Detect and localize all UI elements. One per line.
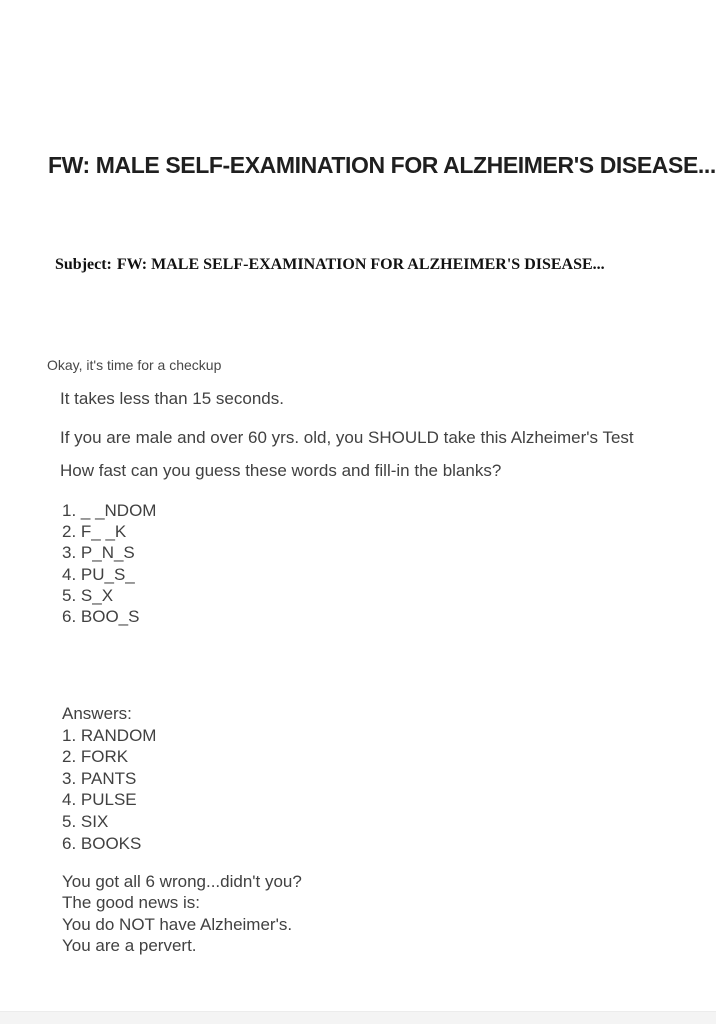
closing-line-wrong: You got all 6 wrong...didn't you?: [62, 872, 302, 891]
subject-line: [55, 256, 605, 274]
quiz-item-5: 5. S_X: [62, 585, 114, 605]
answer-item-2: 2. FORK: [62, 747, 129, 767]
quiz-list: [62, 500, 156, 627]
closing-line-no-alzheimers: You do NOT have Alzheimer's.: [62, 914, 293, 934]
quiz-item-2: 2. F_ _K: [62, 522, 127, 542]
quiz-item-4: 4. PU_S_: [62, 564, 135, 584]
answer-item-6: 6. BOOKS: [62, 833, 142, 853]
quiz-item-1: 1. _ _NDOM: [62, 501, 157, 520]
answer-item-3: 3. PANTS: [62, 768, 137, 788]
subject-label: Subject:: [55, 256, 112, 273]
paragraph-takes-seconds: It takes less than 15 seconds.: [60, 389, 284, 408]
email-title: FW: MALE SELF-EXAMINATION FOR ALZHEIMER'S DISEASE...: [48, 152, 716, 178]
answers-list: [62, 703, 156, 854]
quiz-item-6: 6. BOO_S: [62, 607, 140, 627]
closing-line-good-news: The good news is:: [62, 893, 200, 913]
intro-line: Okay, it's time for a checkup: [47, 357, 222, 373]
subject-text: FW: MALE SELF-EXAMINATION FOR ALZHEIMER'S DISEASE...: [116, 256, 605, 273]
quiz-item-3: 3. P_N_S: [62, 543, 135, 563]
answer-item-5: 5. SIX: [62, 811, 109, 831]
closing-line-pervert: You are a pervert.: [62, 935, 197, 955]
bottom-bar: [0, 1011, 716, 1024]
answers-label: Answers:: [62, 704, 132, 723]
closing-lines: [62, 871, 302, 956]
answer-item-4: 4. PULSE: [62, 790, 137, 810]
answer-item-1: 1. RANDOM: [62, 725, 157, 745]
paragraph-male-over-60: If you are male and over 60 yrs. old, you SHOULD take this Alzheimer's Test: [60, 428, 634, 447]
paragraph-how-fast: How fast can you guess these words and fill-in the blanks?: [60, 461, 502, 480]
